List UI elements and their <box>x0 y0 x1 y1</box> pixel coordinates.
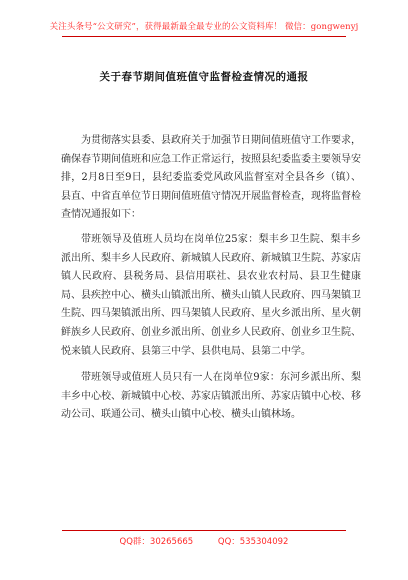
header-divider <box>62 36 346 37</box>
footer-qq-contact: QQ：535304092 <box>217 537 289 547</box>
paragraph-full-attendance: 带班领导及值班人员均在岗单位25家：梨丰乡卫生院、梨丰乡派出所、梨丰乡人民政府、新城镇人民政府、新城镇卫生院、苏家店镇人民政府、县税务局、县信用联社、县农业农村局、县卫生健康局、县疾控中心、横头山镇派出所、横头山镇人民政府、四马架镇卫生院、四马架镇派出所、四马架镇人民政府、星火乡派出所、星火朝鲜族乡人民政府、创业乡派出所、创业乡人民政府、创业乡卫生院、悦来镇人民政府、县第三中学、县供电局、县第二中学。 <box>61 233 361 357</box>
footer-qq-group: QQ群：30265665 <box>119 537 194 547</box>
paragraph-partial-attendance: 带班领导或值班人员只有一人在岗单位9家：东河乡派出所、梨丰乡中心校、新城镇中心校、苏家店镇派出所、苏家店镇中心校、移动公司、联通公司、横头山镇中心校、横头山镇林场。 <box>61 372 361 421</box>
document-title: 关于春节期间值班值守监督检查情况的通报 <box>99 71 309 83</box>
document-body <box>61 132 361 425</box>
footer-divider <box>62 530 346 531</box>
top-banner: 关注头条号“公文研究”，获得最新最全最专业的公文资料库！ 微信：gongwenyj <box>49 22 359 32</box>
paragraph-intro: 为贯彻落实县委、县政府关于加强节日期间值班值守工作要求，确保春节期间值班和应急工作正常运行，按照县纪委监委主要领导安排，2月8日至9日，县纪委监委党风政风监督室对全县各乡（镇）、县直、中省直单位节日期间值班值守情况开展监督检查，现将监督检查情况通报如下： <box>61 135 361 221</box>
footer <box>0 535 408 547</box>
